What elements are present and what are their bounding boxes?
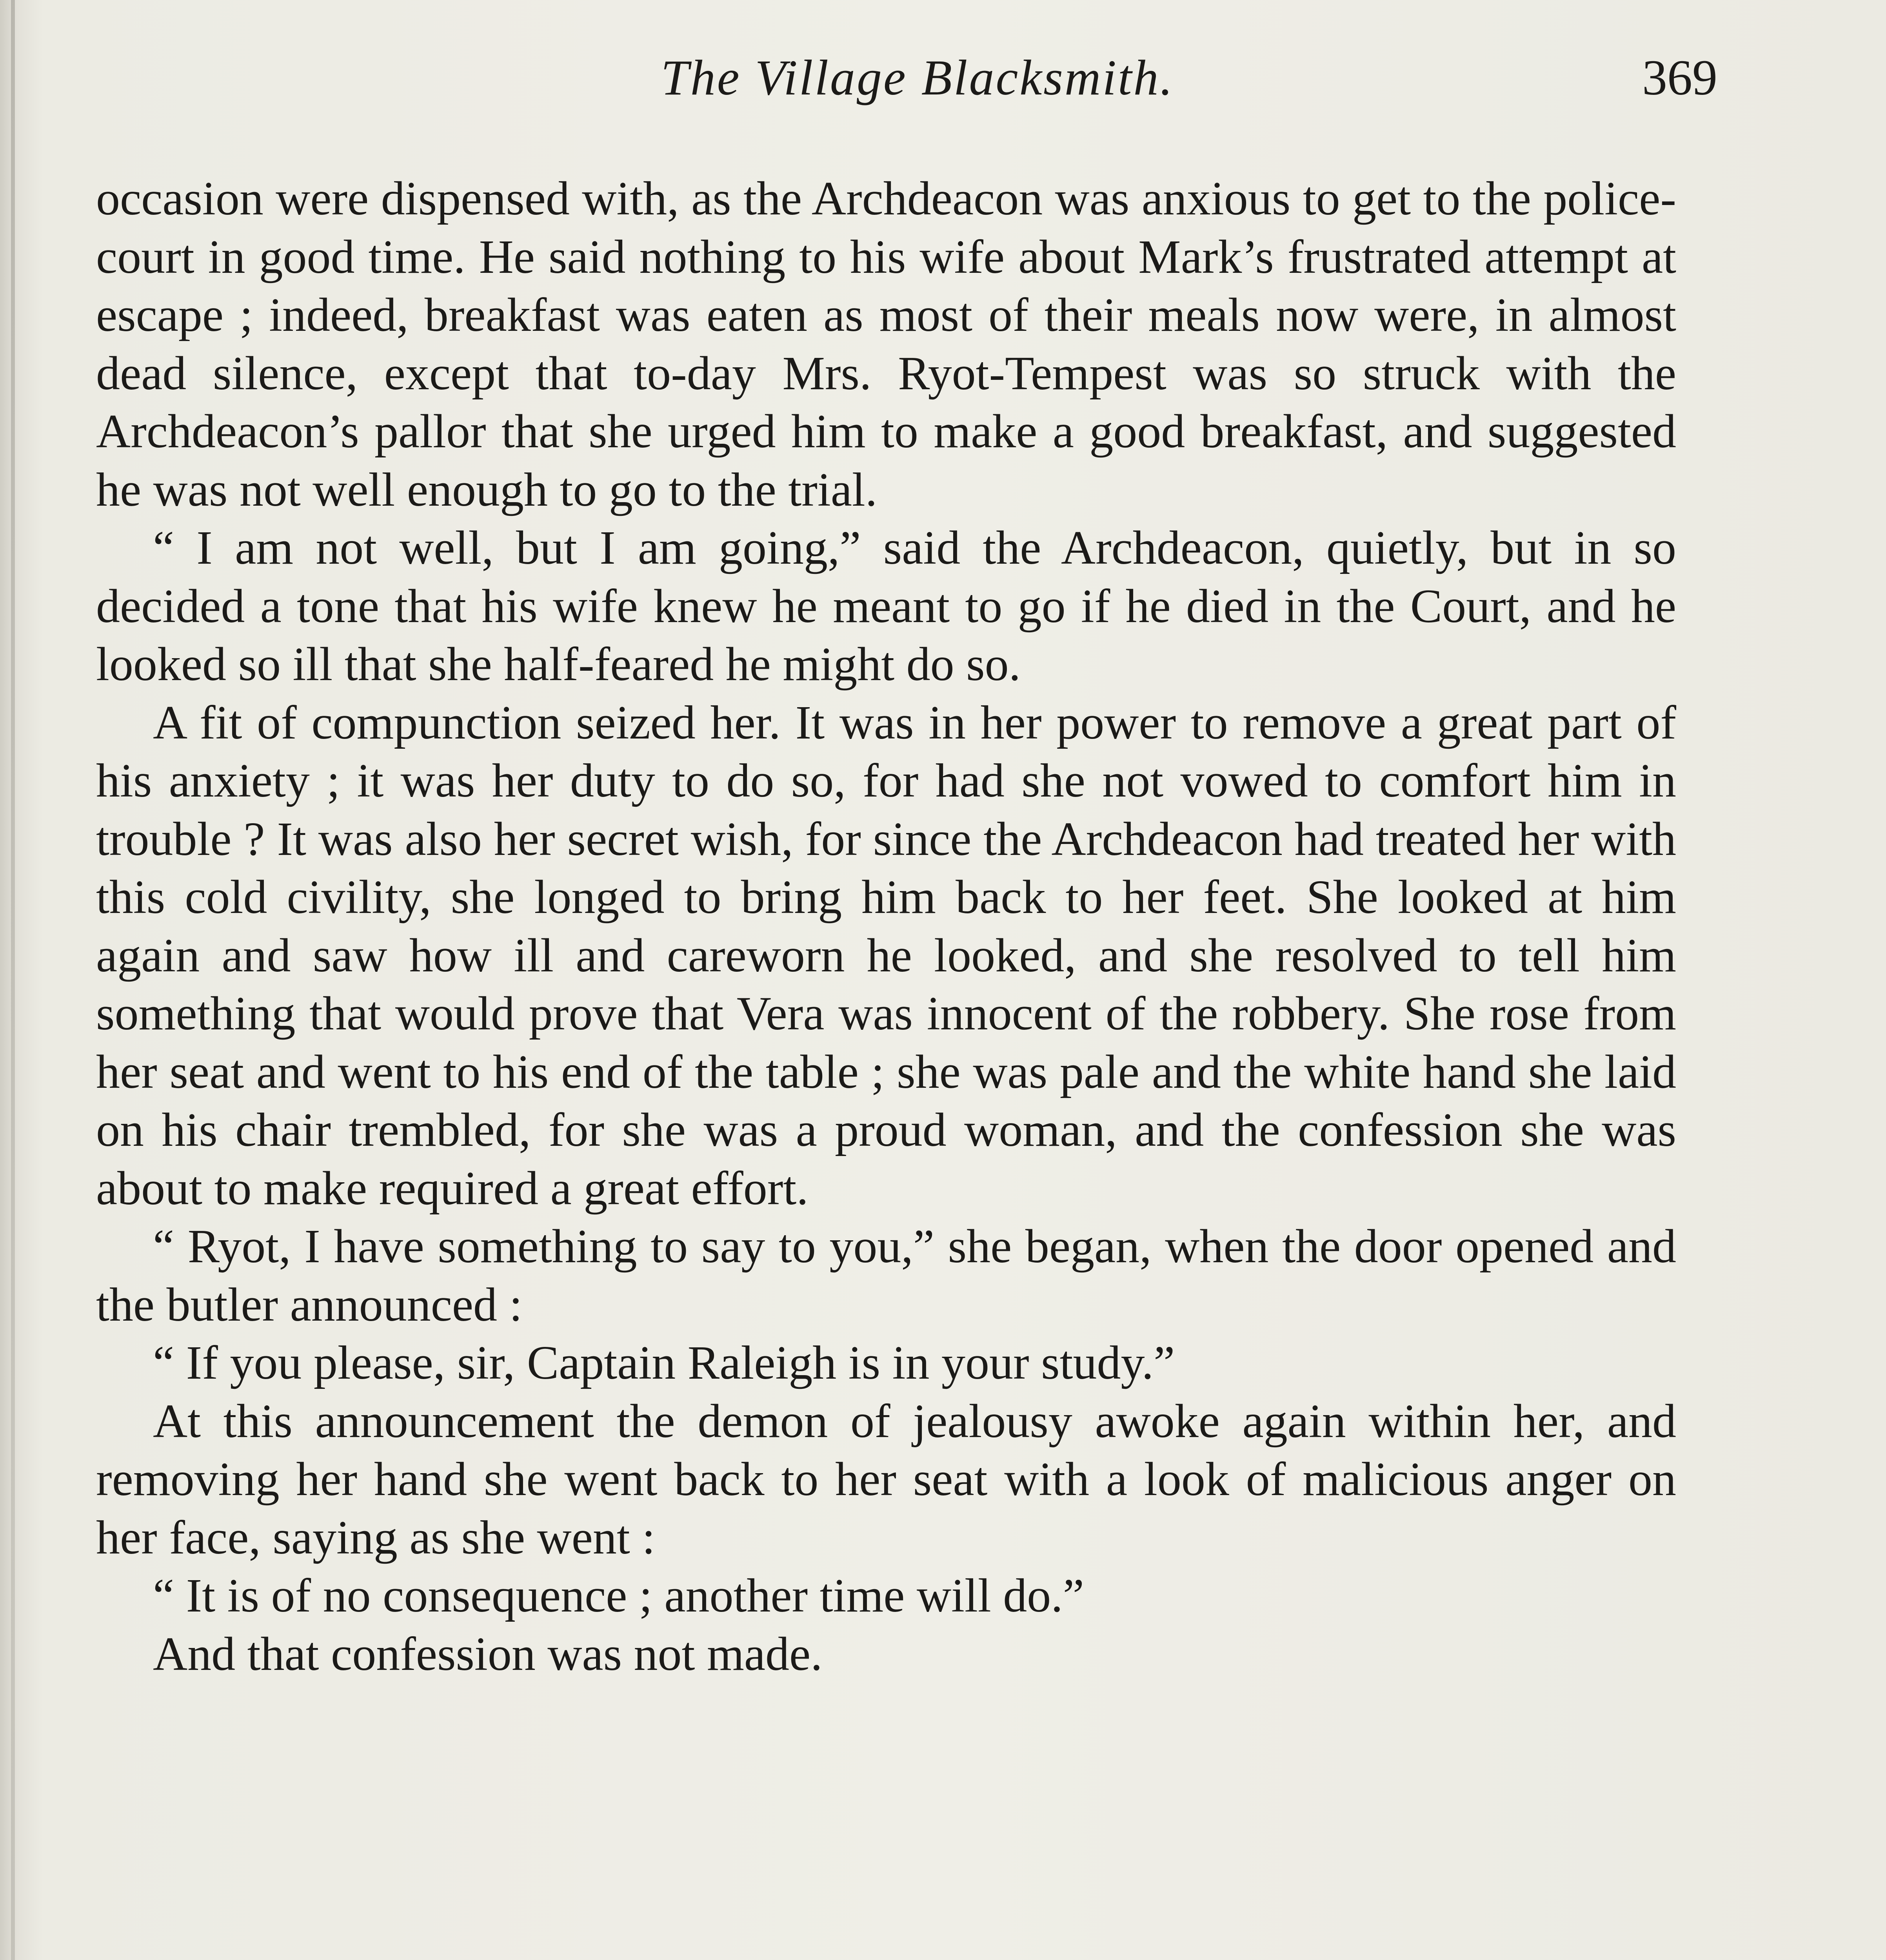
page-gutter-shadow <box>11 0 15 1960</box>
paragraph: “ I am not well, but I am going,” said the Archdeacon, quietly, but in so decided a tone that his wife knew he meant to go if he died in the Court, and he looked so ill that she half-feared he might do so. <box>96 521 1676 691</box>
running-header <box>0 49 1886 123</box>
body-text <box>96 170 1676 1683</box>
page-number: 369 <box>1642 50 1717 105</box>
paragraph: “ It is of no consequence ; another time will do.” <box>153 1569 1084 1622</box>
paragraph: At this announcement the demon of jealousy awoke again within her, and removing her hand she went back to her seat with a look of malicious anger on her face, saying as she went : <box>96 1394 1676 1564</box>
paragraph: A fit of compunction seized her. It was in her power to remove a great part of his anxiety ; it was her duty to do so, for had she not vowed to comfort him in trouble ? It was also her secret wish, for since the Archdeacon had treated her with this cold civility, she longed to bring him back to her feet. She looked at him again and saw how ill and careworn he looked, and she resolved to tell him something that would prove that Vera was innocent of the robbery. She rose from her seat and went to his end of the table ; she was pale and the white hand she laid on his chair trembled, for she was a proud woman, and the confession she was about to make required a great effort. <box>96 696 1676 1215</box>
paragraph: And that confession was not made. <box>153 1627 823 1681</box>
paragraph: “ Ryot, I have something to say to you,” she began, when the door opened and the butler announced : <box>96 1220 1676 1331</box>
paragraph: occasion were dispensed with, as the Archdeacon was anxious to get to the police-court in good time. He said nothing to his wife about Mark’s frustrated attempt at escape ; indeed, breakfast was eaten as most of their meals now were, in almost dead silence, except that to-day Mrs. Ryot-Tempest was so struck with the Archdeacon’s pallor that she urged him to make a good breakfast, and suggested he was not well enough to go to the trial. <box>96 172 1676 516</box>
running-title: The Village Blacksmith. <box>661 50 1174 105</box>
paragraph: “ If you please, sir, Captain Raleigh is in your study.” <box>153 1336 1175 1389</box>
